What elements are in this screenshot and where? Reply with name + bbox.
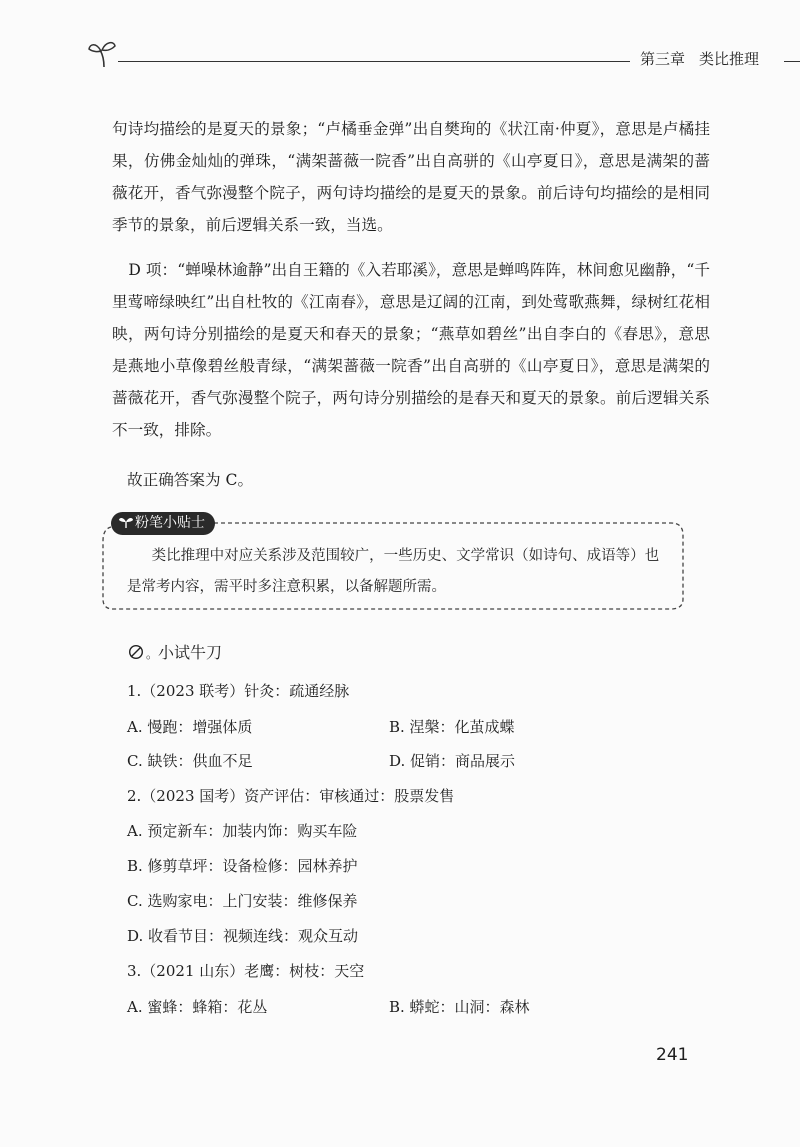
tip-text: 类比推理中对应关系涉及范围较广，一些历史、文学常识（如诗句、成语等）也是常考内容，需平时多注意积累，以备解题所需。: [127, 548, 660, 595]
sprout-icon: [88, 38, 122, 68]
section-title-text: 小试牛刀: [158, 643, 223, 662]
question-2-option-a: A. 预定新车：加装内饰：购买车险: [127, 822, 358, 840]
section-title: 。小试牛刀: [128, 640, 222, 663]
paragraph-answer: 故正确答案为 C。: [127, 471, 254, 489]
question-2-option-c: C. 选购家电：上门安装：维修保养: [127, 892, 358, 910]
question-1-stem: 1.（2023 联考）针灸：疏通经脉: [127, 682, 350, 700]
slashed-circle-icon: [128, 644, 144, 660]
chapter-title: 类比推理: [699, 50, 760, 68]
question-3-option-b: B. 蟒蛇：山洞：森林: [389, 998, 530, 1016]
sprout-icon: [119, 515, 133, 528]
paragraph-option-d: D 项：“蝉噪林逾静”出自王籍的《入若耶溪》，意思是蝉鸣阵阵，林间愈见幽静，“千里莺啼绿映红”出自杜牧的《江南春》，意思是辽阔的江南，到处莺歌燕舞，绿树红花相映，两句诗分别描绘的是夏天和春天的景象；“燕草如碧丝”出自李白的《春思》，意思是燕地小草像碧丝般青绿，“满架蔷薇一院香”出自高骈的《山亭夏日》，意思是满架的蔷薇花开，香气弥漫整个院子，两句诗分别描绘的是春天和夏天的景象。前后逻辑关系不一致，排除。: [112, 261, 710, 439]
question-1-option-d: D. 促销：商品展示: [389, 752, 516, 770]
question-1-option-c: C. 缺铁：供血不足: [127, 752, 253, 770]
tip-label: [111, 512, 215, 535]
chapter-number: 第三章: [640, 50, 686, 68]
header-rule-right: [784, 61, 800, 62]
page-number: 241: [656, 1045, 689, 1065]
question-2-option-d: D. 收看节目：视频连线：观众互动: [127, 927, 359, 945]
question-3-stem: 3.（2021 山东）老鹰：树枝：天空: [127, 962, 365, 980]
page-header: [88, 34, 760, 74]
question-2-stem: 2.（2023 国考）资产评估：审核通过：股票发售: [127, 787, 455, 805]
tip-box: [99, 517, 689, 613]
question-3-option-a: A. 蜜蜂：蜂箱：花丛: [127, 998, 268, 1016]
paragraph-continued: 句诗均描绘的是夏天的景象；“卢橘垂金弹”出自樊珣的《状江南·仲夏》，意思是卢橘挂果，仿佛金灿灿的弹珠，“满架蔷薇一院香”出自高骈的《山亭夏日》，意思是满架的蔷薇花开，香气弥漫整个院子，两句诗均描绘的是夏天的景象。前后诗句均描绘的是相同季节的景象，前后逻辑关系一致，当选。: [112, 120, 710, 234]
question-2-option-b: B. 修剪草坪：设备检修：园林养护: [127, 857, 358, 875]
header-rule-left: [118, 61, 630, 62]
chapter-heading: [640, 48, 759, 69]
tip-label-text: 粉笔小贴士: [135, 515, 205, 531]
question-1-option-a: A. 慢跑：增强体质: [127, 718, 253, 736]
question-1-option-b: B. 涅槃：化茧成蝶: [389, 718, 515, 736]
